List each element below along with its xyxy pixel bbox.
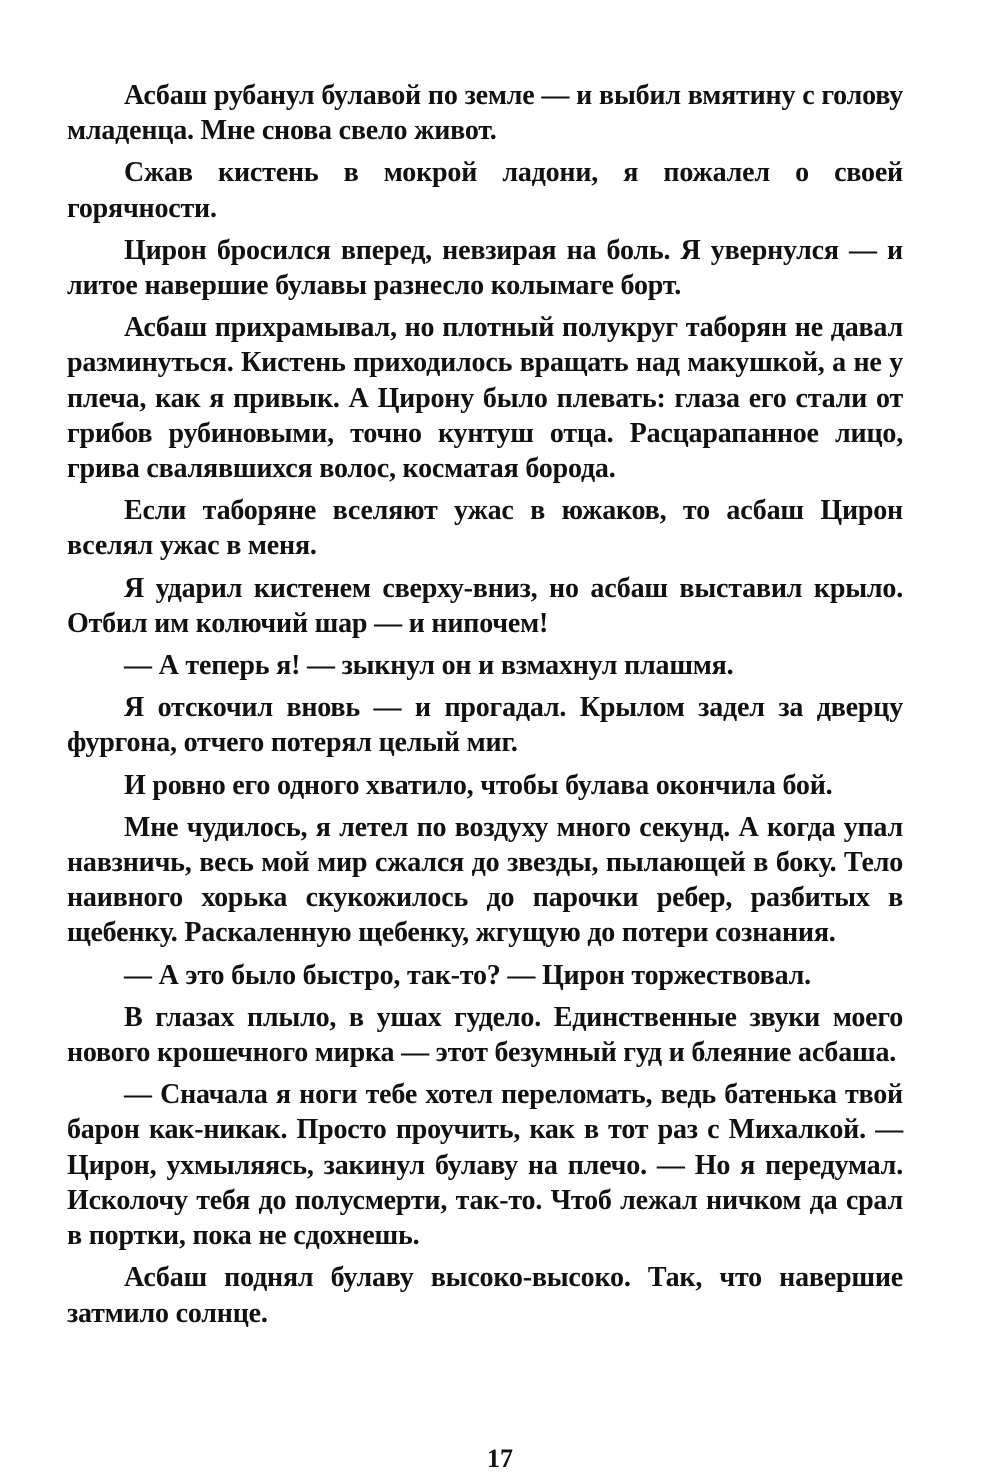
paragraph-9: И ровно его одного хватило, чтобы булава окончила бой. bbox=[124, 769, 833, 801]
paragraph-10: Мне чудилось, я летел по воздуху много секунд. А когда упал навзничь, весь мой мир сжался до звезды, пылающей в боку. Тело наивного хорька скукожилось до парочки ребер, разбитых в щебенку. Раскаленную щебенку, жгущую до потери сознания. bbox=[67, 811, 903, 949]
paragraph-13: — Сначала я ноги тебе хотел переломать, ведь батенька твой барон как-никак. Просто проучить, как в тот раз с Михалкой. — Цирон, ухмыляясь, закинул булаву на плечо. — Но я передумал. Исколочу тебя до полусмерти, так-то. Чтоб лежал ничком да срал в портки, пока не сдохнешь. bbox=[67, 1079, 903, 1252]
paragraph-4: Асбаш прихрамывал, но плотный полукруг таборян не давал разминуться. Кистень приходилось вращать над макушкой, а не у плеча, как я привык. А Цирону было плевать: глаза его стали от грибов рубиновыми, точно кунтуш отца. Расцарапанное лицо, грива свалявшихся волос, косматая борода. bbox=[67, 312, 903, 485]
page-number: 17 bbox=[487, 1444, 513, 1473]
body-text bbox=[67, 78, 903, 1338]
paragraph-6: Я ударил кистенем сверху-вниз, но асбаш выставил крыло. Отбил им колючий шар — и нипочем! bbox=[67, 572, 903, 639]
paragraph-2: Сжав кистень в мокрой ладони, я пожалел о своей горячности. bbox=[67, 157, 903, 224]
paragraph-8: Я отскочил вновь — и прогадал. Крылом задел за дверцу фургона, отчего потерял целый миг. bbox=[67, 692, 903, 759]
paragraph-1: Асбаш рубанул булавой по земле — и выбил вмятину с голову младенца. Мне снова свело живот. bbox=[67, 80, 903, 147]
paragraph-5: Если таборяне вселяют ужас в южаков, то асбаш Цирон вселял ужас в меня. bbox=[67, 495, 903, 562]
paragraph-12: В глазах плыло, в ушах гудело. Единственные звуки моего нового крошечного мирка — этот безумный гуд и блеяние асбаша. bbox=[67, 1001, 903, 1069]
paragraph-11: — А это было быстро, так-то? — Цирон торжествовал. bbox=[124, 959, 811, 991]
paragraph-7: — А теперь я! — зыкнул он и взмахнул плашмя. bbox=[124, 650, 734, 682]
paragraph-14: Асбаш поднял булаву высоко-высоко. Так, что навершие затмило солнце. bbox=[67, 1262, 903, 1329]
paragraph-3: Цирон бросился вперед, невзирая на боль. Я увернулся — и литое навершие булавы разнесло колымаге борт. bbox=[67, 234, 903, 302]
